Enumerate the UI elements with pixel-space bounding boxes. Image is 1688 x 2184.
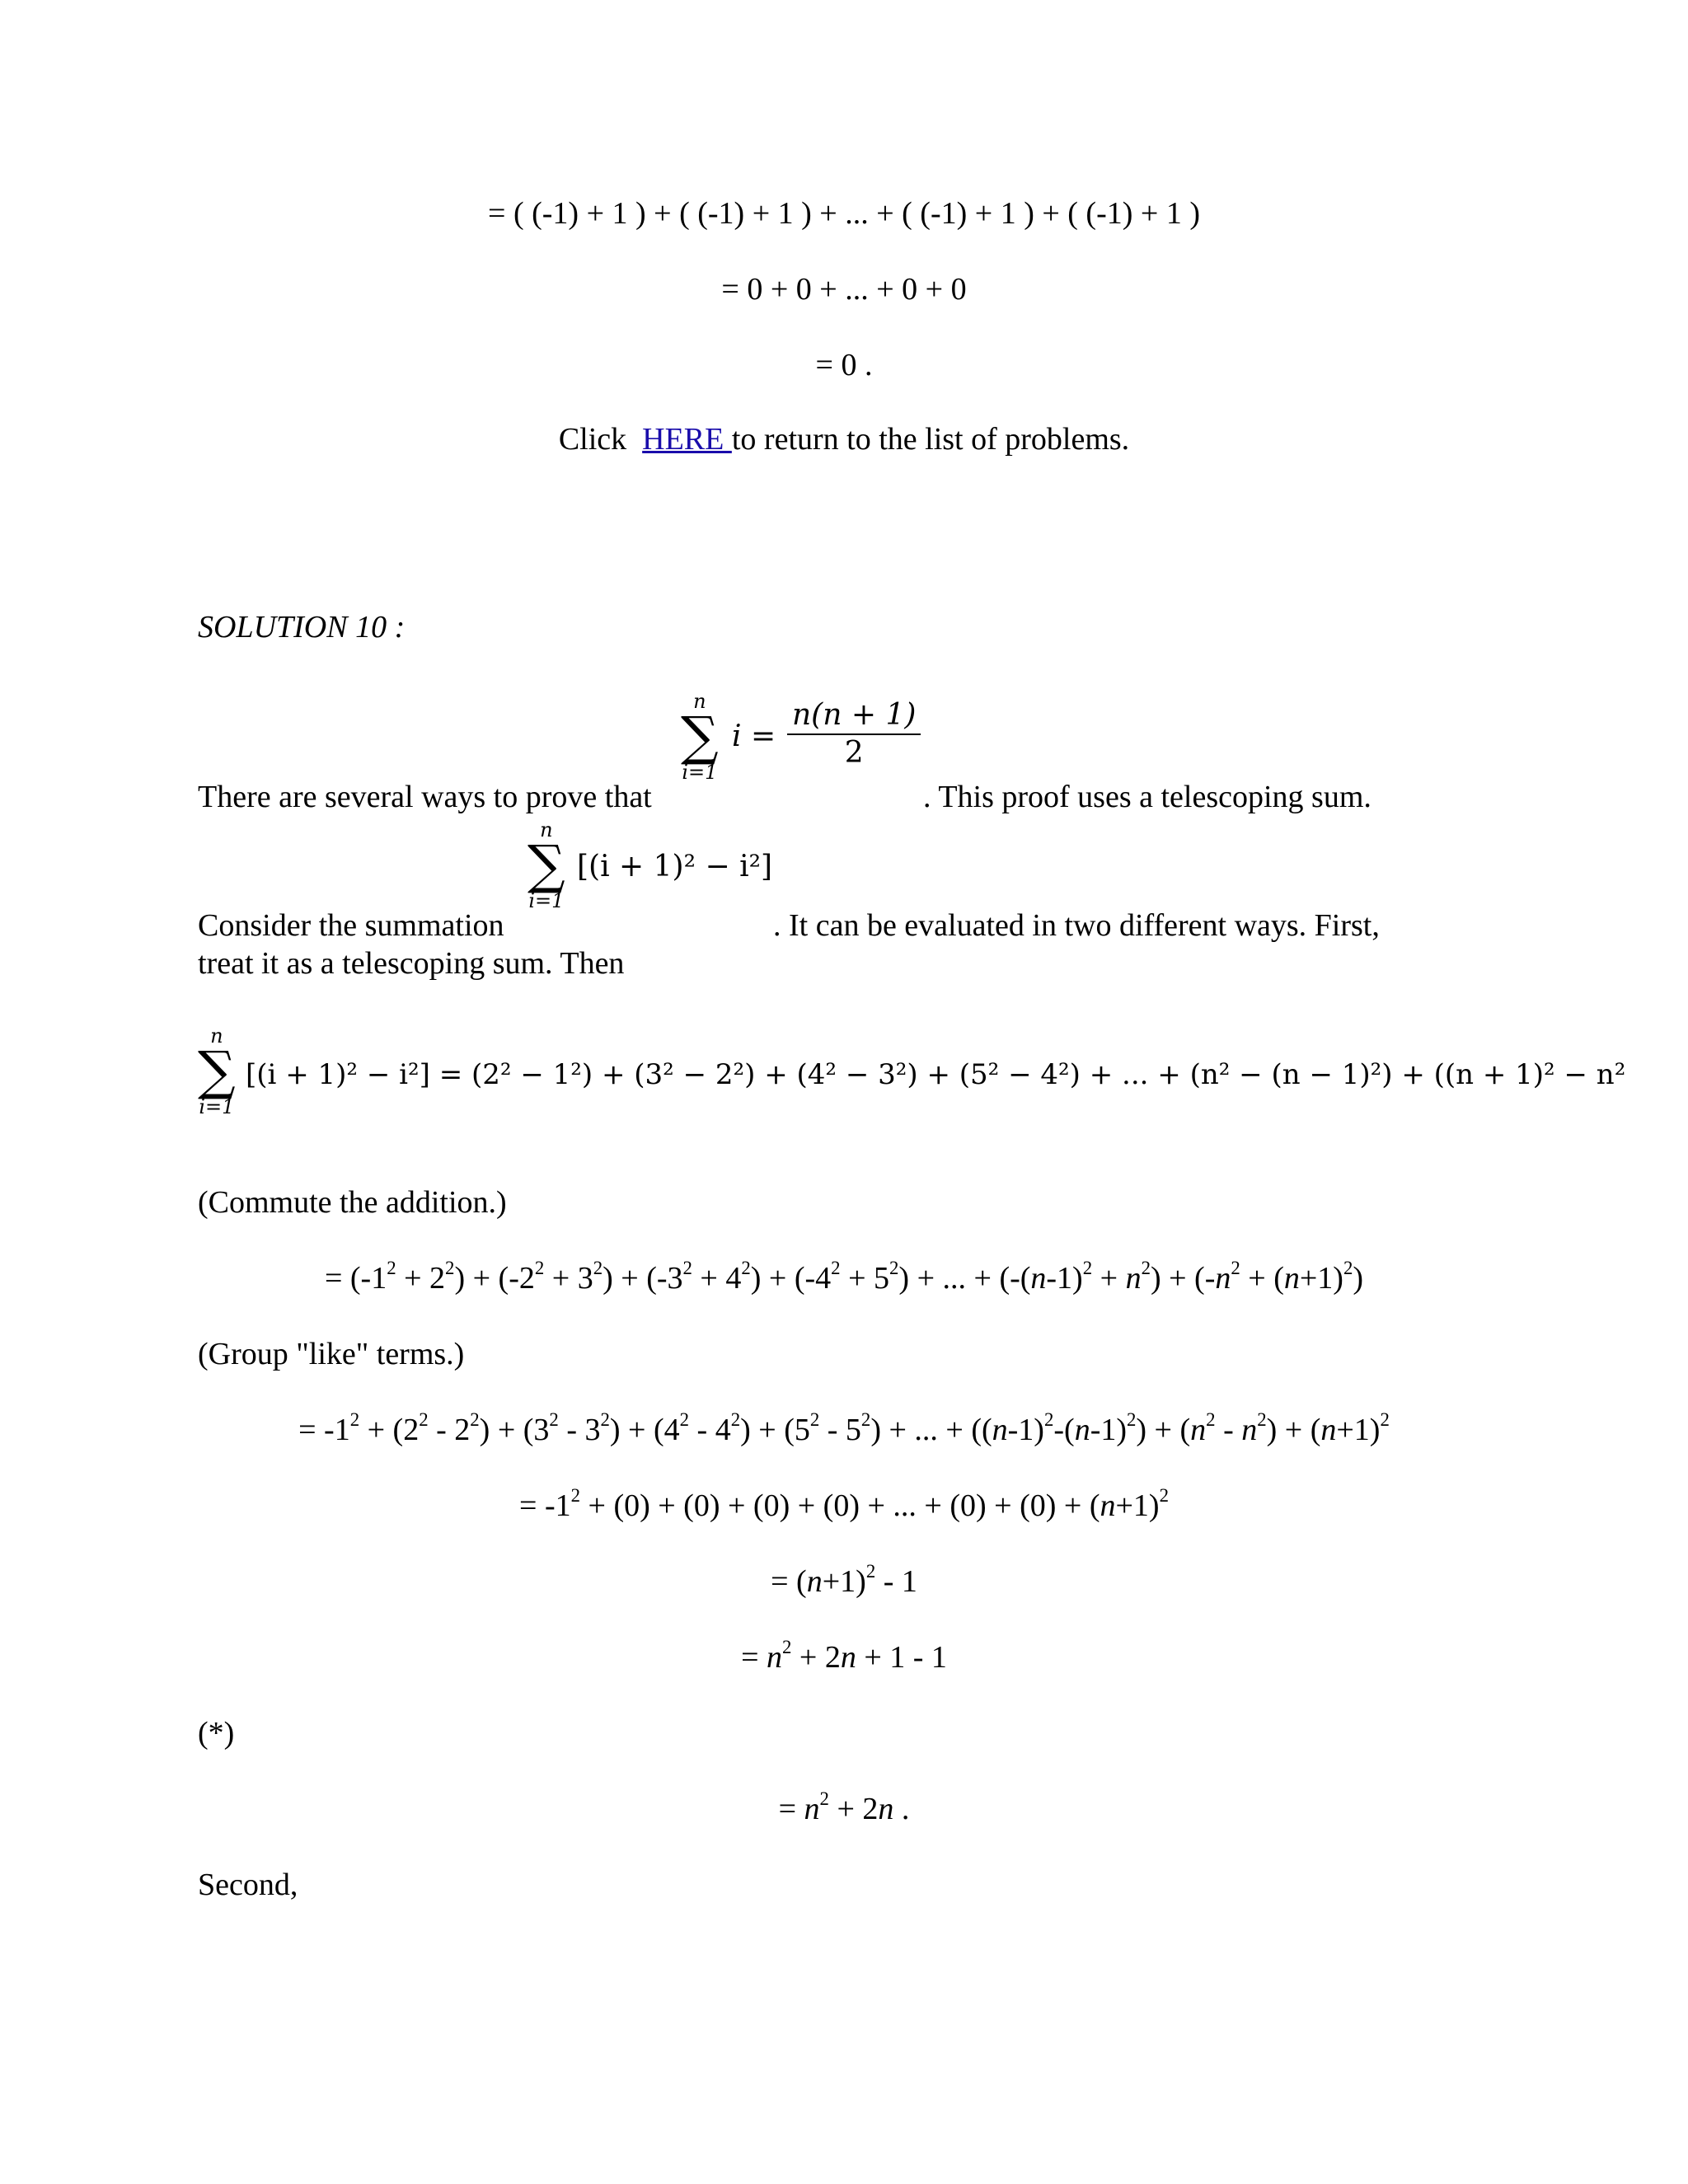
group-note: (Group "like" terms.) — [198, 1337, 465, 1371]
sum-lower-limit: i=1 — [528, 889, 565, 912]
solution-heading: SOLUTION 10 : — [198, 610, 406, 644]
return-link-line — [0, 420, 1688, 458]
para1-before: There are several ways to prove that — [198, 780, 652, 814]
sum-body-2: [(i + 1)² − i²] — [577, 850, 773, 883]
sum-formula-1 — [681, 691, 719, 783]
return-text: to return to the list of problems. — [731, 422, 1130, 457]
here-link[interactable]: HERE — [642, 422, 732, 457]
sum-upper-limit: n — [540, 818, 553, 841]
commute-note: (Commute the addition.) — [198, 1185, 507, 1220]
paragraph-2-text-after: . It can be evaluated in two different ways. First, — [773, 908, 1380, 943]
equation-line-2: = 0 + 0 + ... + 0 + 0 — [721, 272, 967, 307]
sum-upper-limit: n — [210, 1024, 223, 1047]
star-marker: (*) — [198, 1716, 235, 1750]
paragraph-2-text: Consider the summation — [198, 908, 504, 943]
sigma-symbol: ∑ — [528, 835, 565, 896]
fraction — [787, 697, 921, 771]
sum-body-1: i = — [732, 719, 776, 753]
paragraph-2-line-2: treat it as a telescoping sum. Then — [198, 946, 625, 981]
zeros-sum: = $-1^2 + (0) + (0) + (0) + (0)$ + ... + $(0) + (0) + (n+1)^2$ — [519, 1484, 1169, 1523]
simplified-1: = $(n+1)^2 - 1$ — [771, 1560, 917, 1599]
fraction-numerator: n(n + 1) — [787, 697, 921, 735]
grouped-sum: = $-1^2 + (2^2 - 2^2) + (3^2 - 3^2) + (4^2 - 4^2) + (5^2 - 5^2)$ + ... + $((n-1)^2-(n-1)^2) + (n^2 - n^2) + (n+1)^2$ — [298, 1408, 1390, 1447]
simplified-2: = $n^2 + 2n + 1 - 1$ — [741, 1636, 947, 1675]
click-text: Click — [558, 422, 627, 457]
sigma-symbol: ∑ — [681, 706, 719, 767]
fraction-denominator: 2 — [844, 736, 864, 770]
commuted-sum: = $(-1^2 + 2^2) + (-2^2 + 3^2) + (-3^2 + 4^2) + (-4^2 + 5^2)$ + ... + $(-(n-1)^2 + n^2) + (-n^2 + (n+1)^2)$ — [324, 1257, 1364, 1296]
sigma-symbol: ∑ — [198, 1041, 236, 1102]
sum-formula-3 — [198, 1025, 236, 1118]
sum-lower-limit: i=1 — [199, 1095, 235, 1118]
sum-formula-2 — [528, 819, 565, 912]
second-label: Second, — [198, 1868, 298, 1902]
sum-lower-limit: i=1 — [682, 761, 718, 784]
sum-upper-limit: n — [693, 690, 706, 713]
paragraph-1-text — [198, 778, 652, 816]
telescoping-expansion: [(i + 1)² − i²] = (2² − 1²) + (3² − 2²) + (4² − 3²) + (5² − 4²) + ... + (n² − (n − 1)²) + ((n + 1)² − n² — [246, 1058, 1626, 1091]
result: = $n^2 + 2n$ . — [778, 1788, 910, 1826]
equation-line-3: = 0 . — [815, 348, 873, 382]
equation-line-1: = ( (-1) + 1 ) + ( (-1) + 1 ) + ... + ( (-1) + 1 ) + ( (-1) + 1 ) — [488, 196, 1200, 231]
paragraph-1-text-after: . This proof uses a telescoping sum. — [923, 780, 1372, 814]
